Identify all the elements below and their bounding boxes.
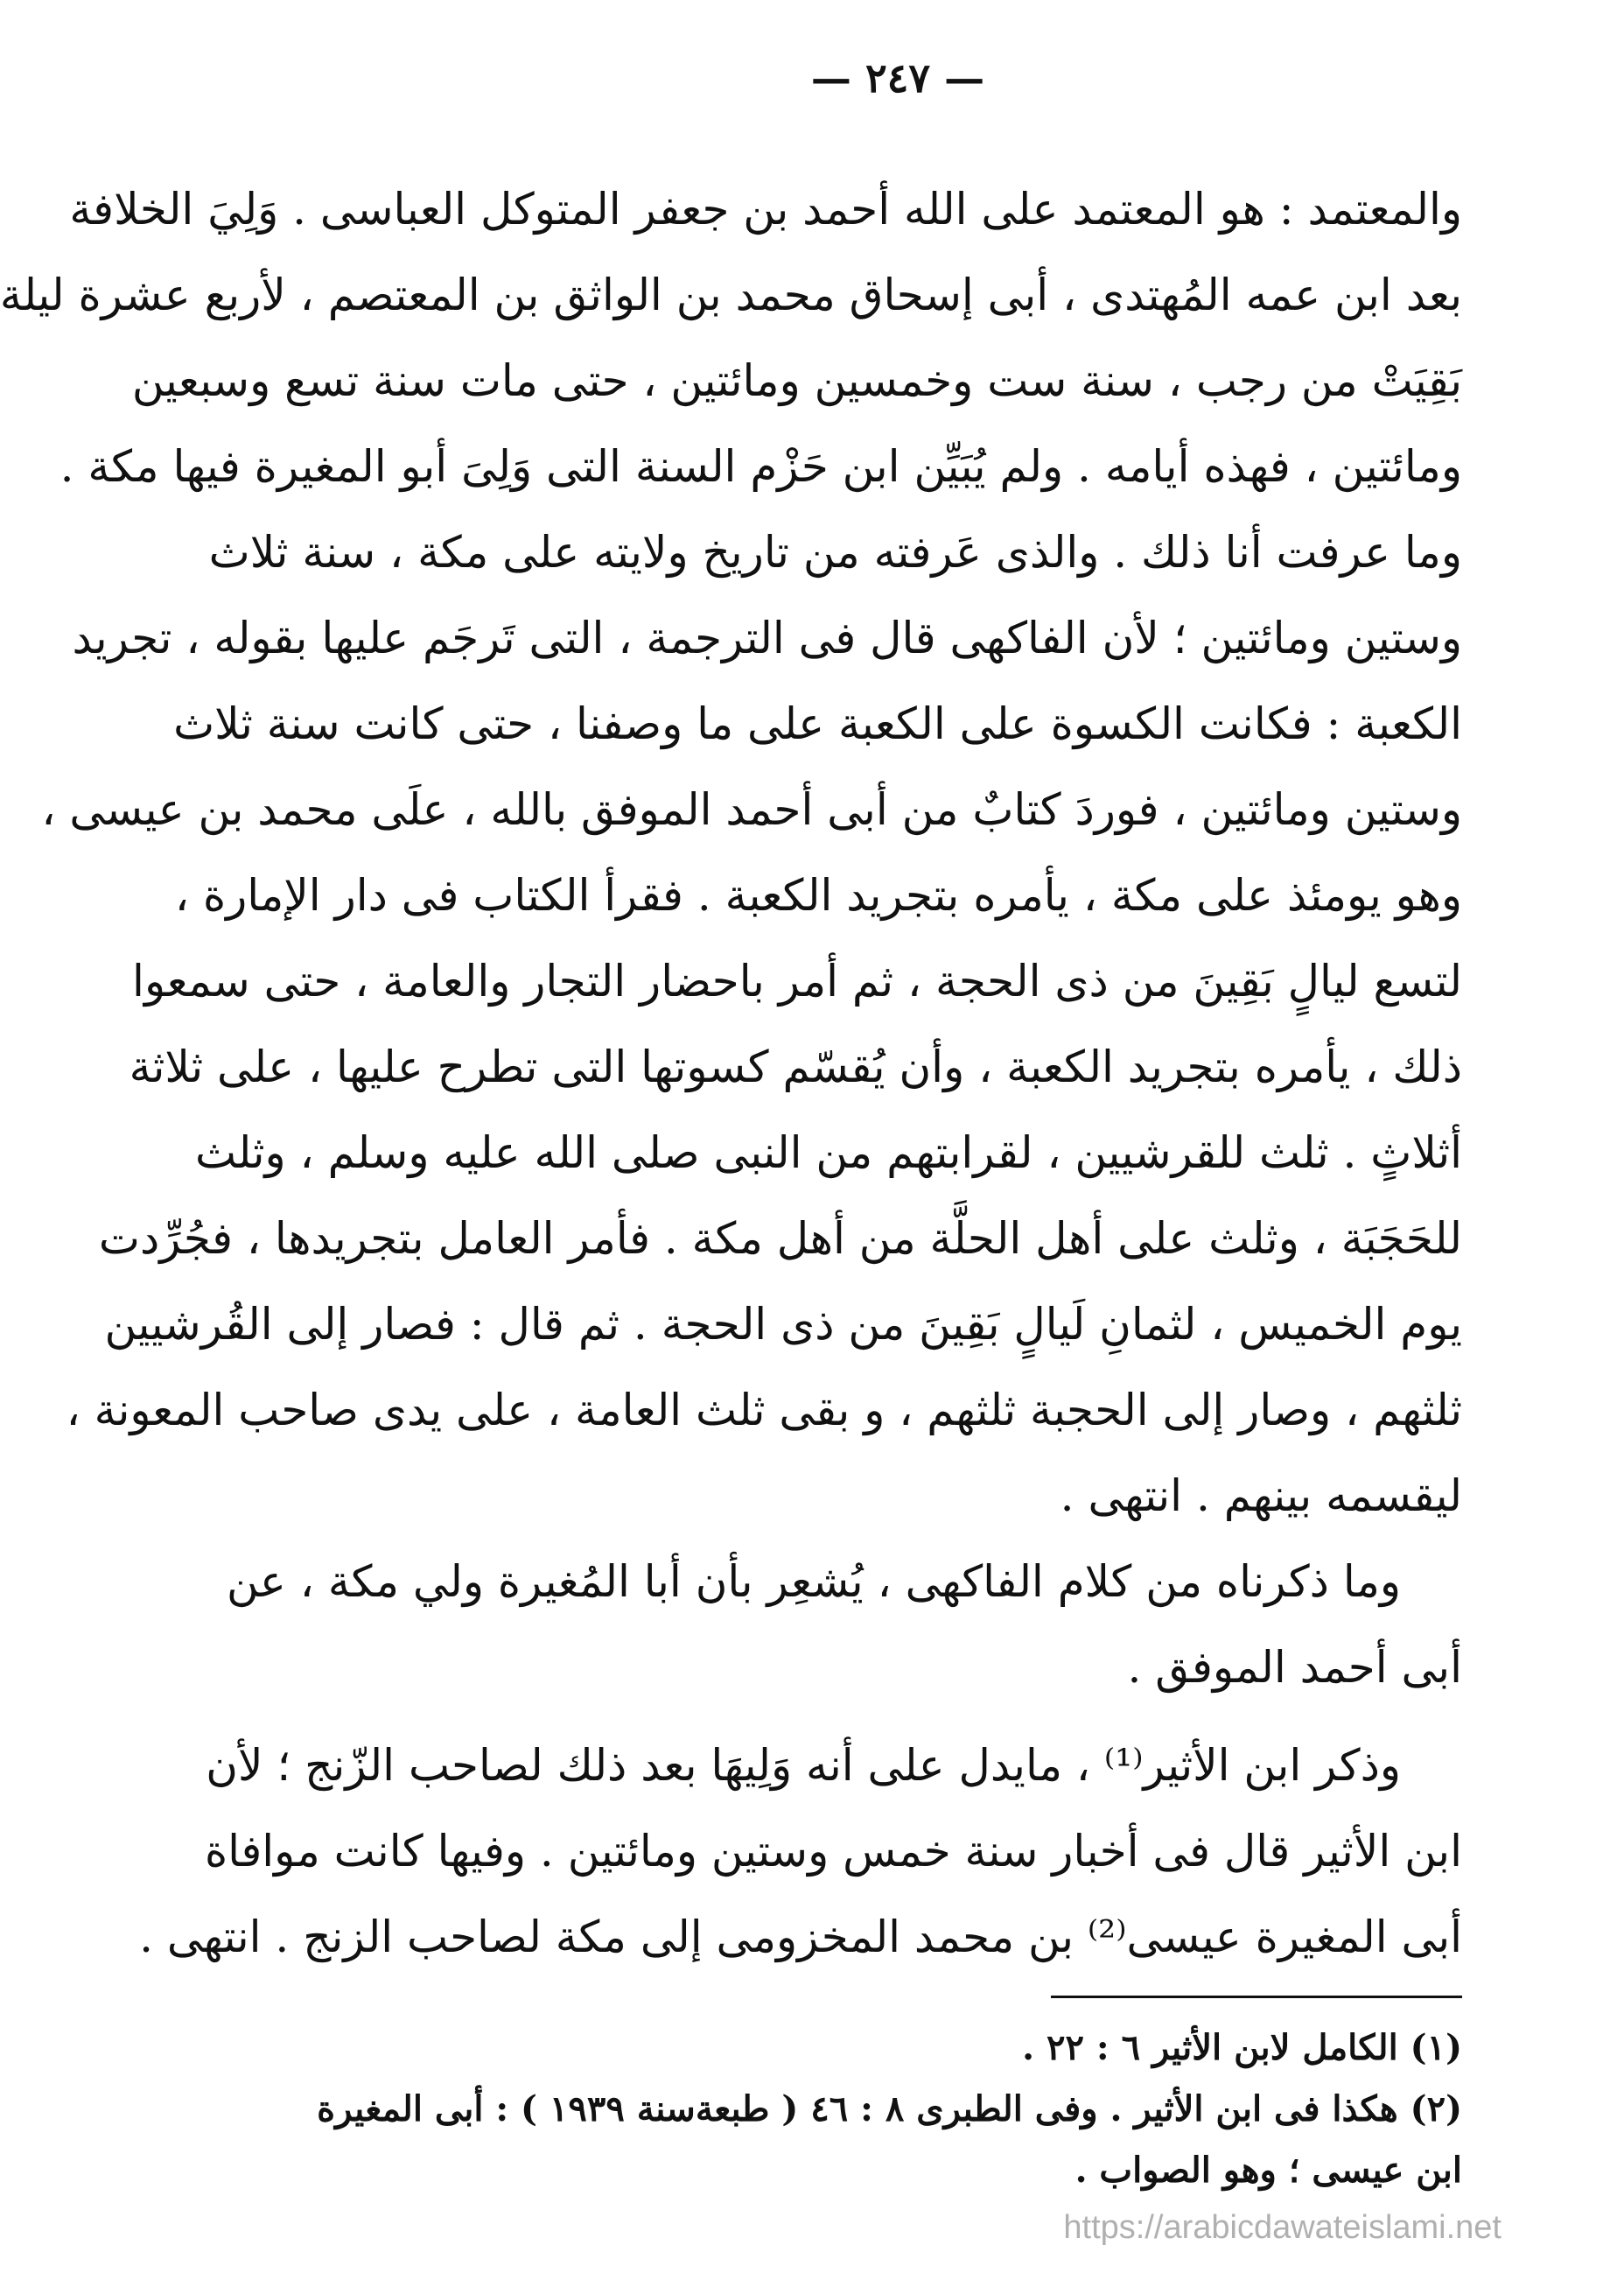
text-line: ليقسمه بينهم . انتهى . <box>1060 1470 1462 1521</box>
footnote-1: (١) الكامل لابن الأثير ٦ : ٢٢ . <box>1022 2027 1462 2068</box>
website-watermark: https://arabicdawateislami.net <box>1063 2209 1502 2246</box>
text-line: بَقِيَتْ من رجب ، سنة ست وخمسين ومائتين ، حتى مات سنة تسع وسبعين <box>131 355 1462 406</box>
text-line: ثلثهم ، وصار إلى الحجبة ثلثهم ، و بقى ثلث العامة ، على يدى صاحب المعونة ، <box>66 1385 1462 1435</box>
text-line: وذكر ابن الأثير⁽¹⁾ ، مايدل على أنه وَلِيهَا بعد ذلك لصاحب الزّنج ؛ لأن <box>206 1740 1401 1791</box>
text-line: وما ذكرناه من كلام الفاكهى ، يُشعِر بأن أبا المُغيرة ولي مكة ، عن <box>227 1556 1401 1607</box>
page-number: — ٢٤٧ — <box>810 54 985 102</box>
footnote-2-continued: ابن عيسى ؛ وهو الصواب . <box>1074 2150 1462 2191</box>
text-line: وما عرفت أنا ذلك . والذى عَرفته من تاريخ ولايته على مكة ، سنة ثلاث <box>208 527 1462 578</box>
text-line: ومائتين ، فهذه أيامه . ولم يُبَيِّن ابن حَزْم السنة التى وَلِىَ أبو المغيرة فيها مكة . <box>60 441 1462 492</box>
text-line: للحَجَبَة ، وثلث على أهل الحلَّة من أهل مكة . فأمر العامل بتجريدها ، فجُرِّدت <box>98 1213 1462 1264</box>
text-line: أبى المغيرة عيسى⁽²⁾ بن محمد المخزومى إلى مكة لصاحب الزنج . انتهى . <box>139 1912 1462 1962</box>
footnotes <box>317 1996 1462 2201</box>
text-line: وستين ومائتين ؛ لأن الفاكهى قال فى الترجمة ، التى تَرجَم عليها بقوله ، تجريد <box>72 613 1462 663</box>
footnote-rule <box>1051 1996 1462 1998</box>
paragraph-gap <box>333 1710 1462 1722</box>
text-line: وستين ومائتين ، فوردَ كتابٌ من أبى أحمد الموفق بالله ، علَى محمد بن عيسى ، <box>41 784 1462 835</box>
text-line: لتسع ليالٍ بَقِينَ من ذى الحجة ، ثم أمر باحضار التجار والعامة ، حتى سمعوا <box>132 956 1462 1007</box>
text-line: أبى أحمد الموفق . <box>1127 1642 1462 1693</box>
text-line: يوم الخميس ، لثمانِ لَيالٍ بَقِينَ من ذى الحجة . ثم قال : فصار إلى القُرشيين <box>104 1299 1462 1350</box>
text-line: والمعتمد : هو المعتمد على الله أحمد بن جعفر المتوكل العباسى . وَلِيَ الخلافة <box>69 184 1462 235</box>
footnote-2: (٢) هكذا فى ابن الأثير . وفى الطبرى ٨ : ٤٦ ( طبعةسنة ١٩٣٩ ) : أبى المغيرة <box>317 2088 1462 2129</box>
text-line: ابن الأثير قال فى أخبار سنة خمس وستين ومائتين . وفيها كانت موافاة <box>204 1826 1462 1877</box>
text-line: أثلاثٍ . ثلث للقرشيين ، لقرابتهم من النبى صلى الله عليه وسلم ، وثلث <box>194 1127 1462 1178</box>
text-line: وهو يومئذ على مكة ، يأمره بتجريد الكعبة . فقرأ الكتاب فى دار الإمارة ، <box>174 870 1462 921</box>
text-line: الكعبة : فكانت الكسوة على الكعبة على ما وصفنا ، حتى كانت سنة ثلاث <box>173 698 1462 749</box>
main-text <box>0 166 1462 1980</box>
text-line: بعد ابن عمه المُهتدى ، أبى إسحاق محمد بن الواثق بن المعتصم ، لأربع عشرة ليلة <box>0 270 1462 320</box>
text-line: ذلك ، يأمره بتجريد الكعبة ، وأن يُقسّم كسوتها التى تطرح عليها ، على ثلاثة <box>129 1042 1462 1092</box>
